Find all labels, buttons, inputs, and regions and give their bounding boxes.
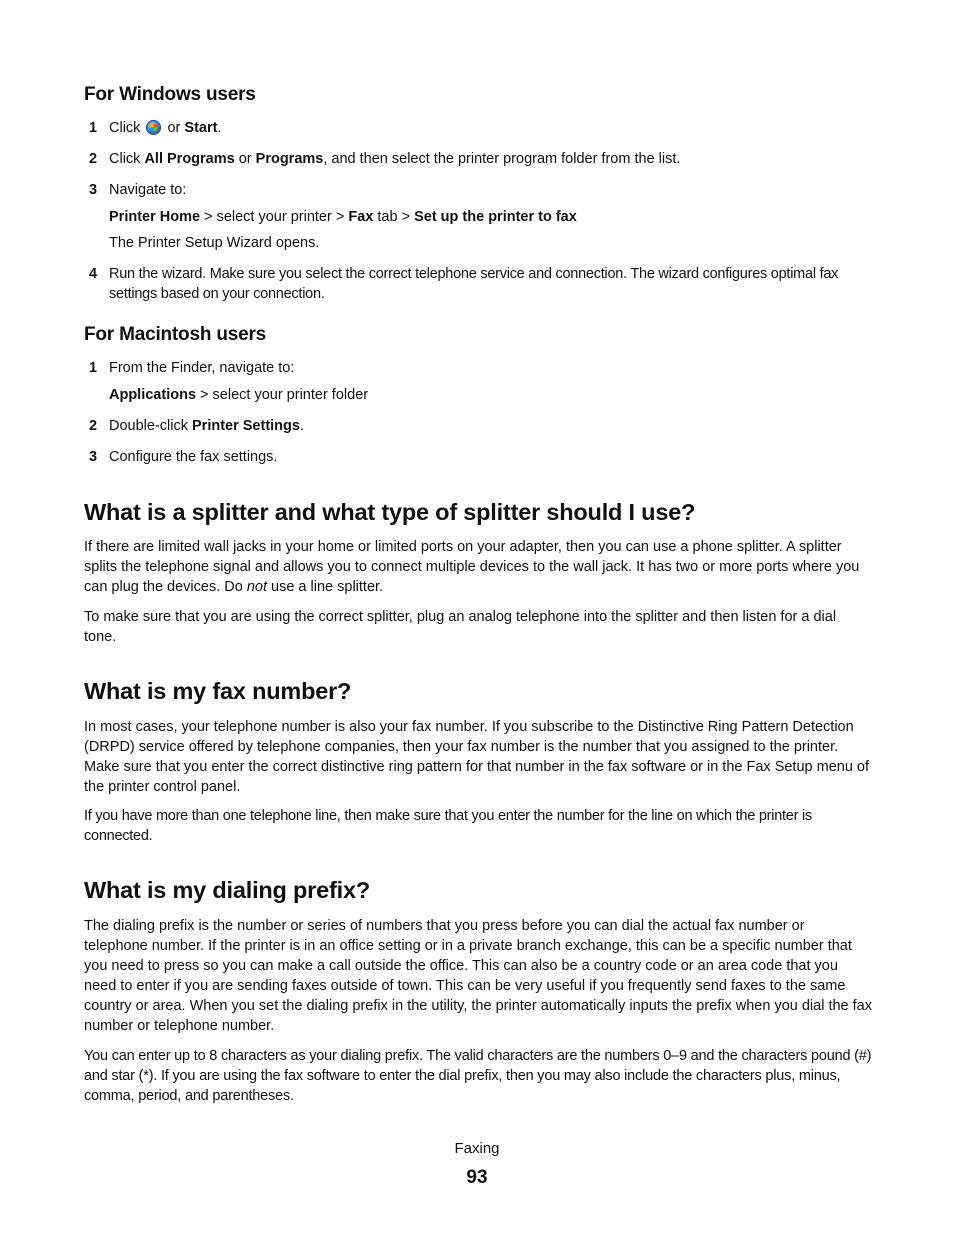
step-text: Configure the fax settings. (109, 449, 278, 465)
printer-settings-label: Printer Settings (192, 418, 300, 434)
step-text: Navigate to: (109, 182, 187, 198)
windows-start-icon[interactable] (146, 120, 161, 135)
splitter-paragraph-2: To make sure that you are using the correct splitter, plug an analog telephone into the splitter and then listen for a dial tone. (84, 609, 837, 645)
fax-number-paragraph-1: In most cases, your telephone number is also your fax number. If you subscribe to the Distinctive Ring Pattern Detection (DRPD) service offered by telephone companies, then your fax number is the number that you assigned to the printer. Make sure that you enter the correct distinctive ring pattern for that number in the fax software or in the Fax Setup menu of the printer control panel. (84, 719, 870, 795)
step-text: From the Finder, navigate to: (109, 360, 295, 376)
fax-number-heading: What is my fax number? (84, 678, 352, 704)
step-number: 2 (89, 418, 98, 434)
step-number: 3 (89, 182, 98, 198)
mac-heading: For Macintosh users (84, 324, 267, 345)
splitter-paragraph-1: If there are limited wall jacks in your home or limited ports on your adapter, then you can use a phone splitter. A splitter splits the telephone signal and allows you to connect multiple devices to the wall jack. It has two or more ports where you can plug the devices. Do not use a line splitter. (84, 539, 860, 595)
step-number: 1 (89, 360, 98, 376)
step-number: 2 (89, 151, 98, 167)
fax-number-paragraph-2: If you have more than one telephone line, then make sure that you enter the number for the line on which the printer is connected. (84, 808, 812, 844)
step-text: Run the wizard. Make sure you select the correct telephone service and connection. The wizard configures optimal fax settings based on your connection. (109, 266, 839, 302)
page-number: 93 (466, 1167, 488, 1188)
windows-navigation-path: Printer Home > select your printer > Fax tab > Set up the printer to fax (109, 209, 577, 225)
step-number: 4 (89, 266, 98, 282)
step-text: Click (109, 120, 141, 136)
footer-section-label: Faxing (454, 1140, 500, 1157)
all-programs-label: All Programs (144, 151, 235, 167)
splitter-heading: What is a splitter and what type of splitter should I use? (84, 499, 696, 525)
mac-navigation-path: Applications > select your printer folder (109, 387, 369, 403)
dialing-prefix-heading: What is my dialing prefix? (84, 877, 370, 903)
windows-step-3-note: The Printer Setup Wizard opens. (109, 235, 320, 251)
manual-page: For Windows users 1 Click or Start. 2 Click All Programs or Programs, and then select the printer program folder from the list. 3 Navigate to: Printer Home > select your printer > Fax tab > Set up the printer to fax The Printer Setup Wizard opens. 4 Run the wizard. Make sure you select the correct telephone service and connection. The wizard configures optimal fax settings based on your connection. For Macintosh users 1 From the Finder, navigate to: Applications > select your printer folder 2 Double-click Printer Settings. 3 Configure the fax settings. What is a splitter and what type of splitter should I use? If there are limited wall jacks in your home or limited ports on your adapter, then you can use a phone splitter. A splitter splits the telephone signal and allows you to connect multiple devices to the wall jack. It has two or more ports where you can plug the devices. Do not use a line splitter. To make sure that you are using the correct splitter, plug an analog telephone into the splitter and then listen for a dial tone. What is my fax number? In most cases, your telephone number is also your fax number. If you subscribe to the Distinctive Ring Pattern Detection (DRPD) service offered by telephone companies, then your fax number is the number that you assigned to the printer. Make sure that you enter the correct distinctive ring pattern for that number in the fax software or in the Fax Setup menu of the printer control panel. If you have more than one telephone line, then make sure that you enter the number for the line on which the printer is connected. What is my dialing prefix? The dialing prefix is the number or series of numbers that you press before you can dial the actual fax number or telephone number. If the printer is in an office setting or in a private branch exchange, this can be a specific number that you need to press so you can make a call outside the office. This can also be a country code or an area code that you need to enter if you are sending faxes outside of town. This can be very useful if you frequently send faxes to the same country or area. When you set the dialing prefix in the utility, the printer automatically inputs the prefix when you dial the fax number or telephone number. You can enter up to 8 characters as your dialing prefix. The valid characters are the numbers 0–9 and the characters pound (#) and star (*). If you are using the fax software to enter the dial prefix, then you may also include the characters plus, minus, comma, period, and parentheses. Faxing 93 (0, 0, 954, 1235)
step-number: 1 (89, 120, 98, 136)
programs-label: Programs (255, 151, 324, 167)
dialing-prefix-paragraph-2: You can enter up to 8 characters as your dialing prefix. The valid characters are the numbers 0–9 and the characters pound (#) and star (*). If you are using the fax software to enter the dial prefix, then you may also include the characters plus, minus, comma, period, and parentheses. (84, 1048, 872, 1104)
dialing-prefix-paragraph-1: The dialing prefix is the number or series of numbers that you press before you can dial the actual fax number or telephone number. If the printer is in an office setting or in a private branch exchange, this can be a specific number that you need to press so you can make a call outside the office. This can also be a country code or an area code that you need to enter if you are sending faxes outside of town. This can be very useful if you frequently send faxes to the same country or area. When you set the dialing prefix in the utility, the printer automatically inputs the prefix when you dial the fax number or telephone number. (84, 918, 872, 1034)
windows-heading: For Windows users (84, 84, 256, 105)
start-label: Start (184, 120, 218, 136)
step-number: 3 (89, 449, 98, 465)
